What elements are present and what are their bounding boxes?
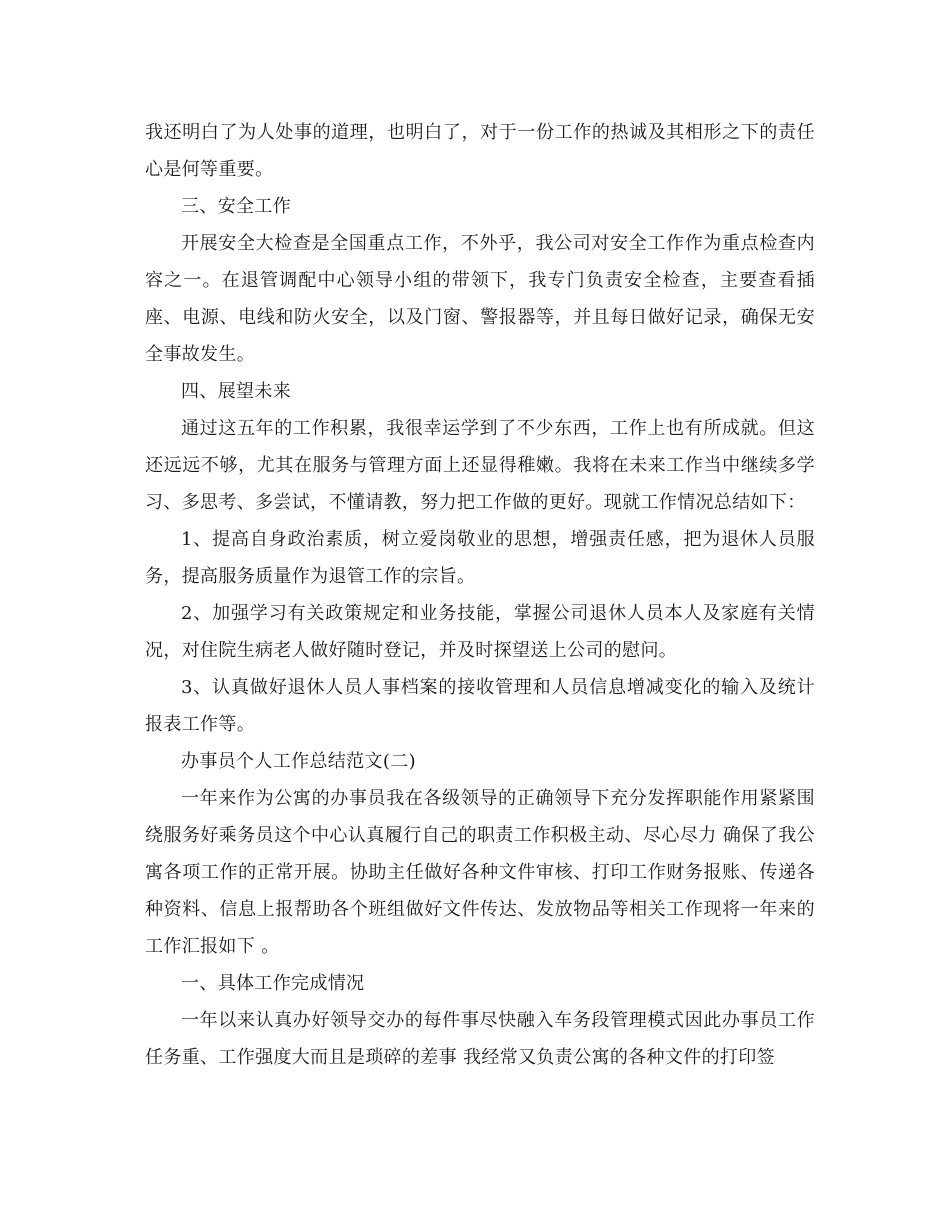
list-item-2: 2、加强学习有关政策规定和业务技能，掌握公司退休人员本人及家庭有关情况，对住院生病老人做好随时登记，并及时探望送上公司的慰问。 — [145, 603, 815, 661]
paragraph-work-completion: 一年以来认真办好领导交办的每件事尽快融入车务段管理模式因此办事员工作任务重、工作强度大而且是琐碎的差事 我经常又负责公寓的各种文件的打印签 — [145, 1010, 815, 1068]
section-heading-outlook: 四、展望未来 — [181, 381, 292, 402]
document-body — [145, 114, 815, 1076]
section-heading-work-completion: 一、具体工作完成情况 — [181, 973, 365, 994]
article-title-part-two: 办事员个人工作总结范文(二) — [181, 751, 416, 772]
list-item-1: 1、提高自身政治素质，树立爱岗敬业的思想，增强责任感，把为退休人员服务，提高服务质量作为退管工作的宗旨。 — [145, 529, 815, 587]
section-heading-safety-work: 三、安全工作 — [181, 196, 292, 217]
paragraph-outlook: 通过这五年的工作积累，我很幸运学到了不少东西，工作上也有所成就。但这还远远不够，尤其在服务与管理方面上还显得稚嫩。我将在未来工作当中继续多学习、多思考、多尝试，不懂请教，努力把工作做的更好。现就工作情况总结如下： — [145, 418, 815, 513]
paragraph-intro-part-two: 一年来作为公寓的办事员我在各级领导的正确领导下充分发挥职能作用紧紧围绕服务好乘务员这个中心认真履行自己的职责工作积极主动、尽心尽力 确保了我公寓各项工作的正常开展。协助主任做好各种文件审核、打印工作财务报账、传递各种资料、信息上报帮助各个班组做好文件传达、发放物品等相关工作现将一年来的工作汇报如下 。 — [145, 788, 815, 957]
list-item-3: 3、认真做好退休人员人事档案的接收管理和人员信息增减变化的输入及统计报表工作等。 — [145, 677, 815, 735]
paragraph-safety-inspection: 开展安全大检查是全国重点工作，不外乎，我公司对安全工作作为重点检查内容之一。在退管调配中心领导小组的带领下，我专门负责安全检查，主要查看插座、电源、电线和防火安全，以及门窗、警报器等，并且每日做好记录，确保无安全事故发生。 — [145, 233, 815, 365]
paragraph-continued: 我还明白了为人处事的道理，也明白了，对于一份工作的热诚及其相形之下的责任心是何等重要。 — [145, 122, 815, 180]
